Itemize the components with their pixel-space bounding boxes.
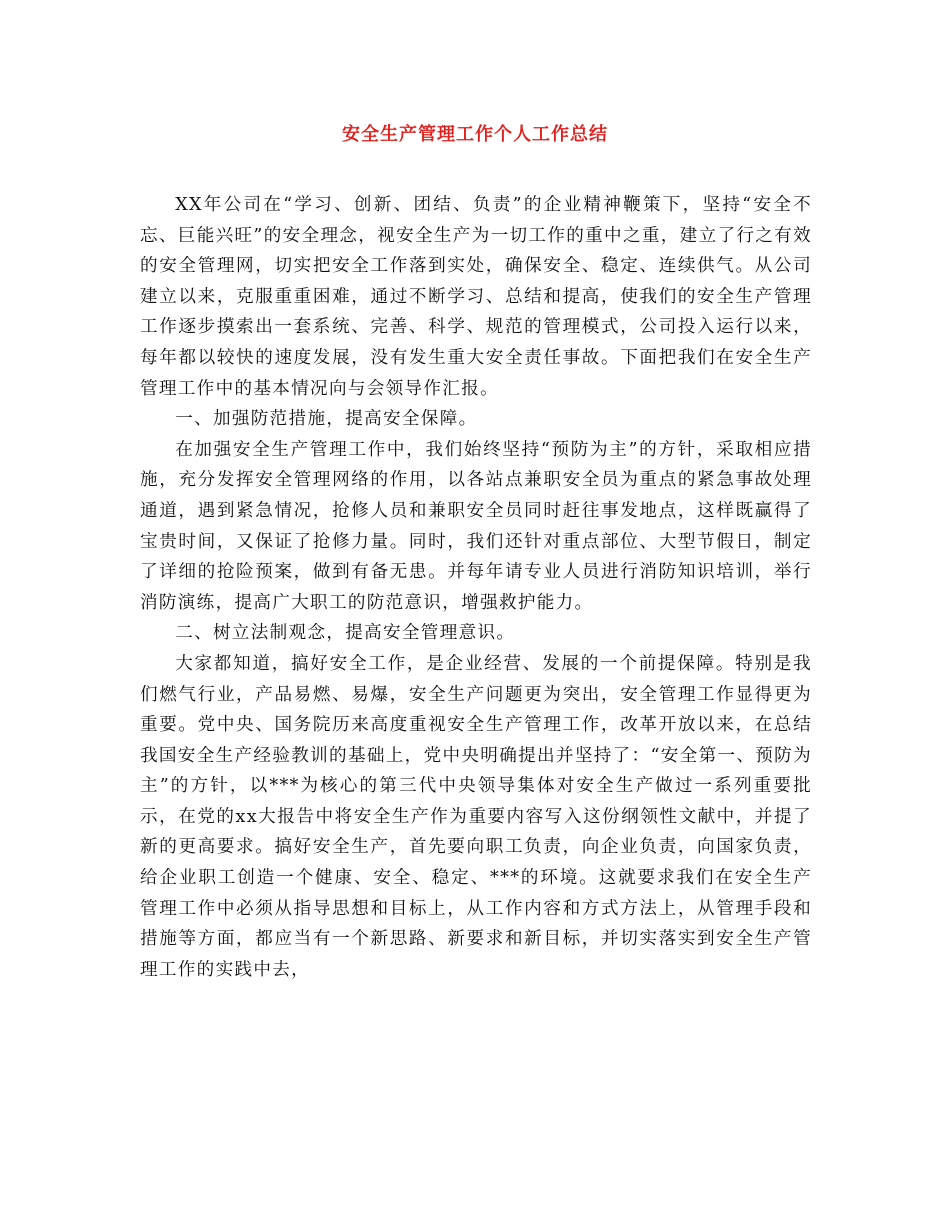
document-body — [140, 190, 812, 985]
paragraph-prevention: 在加强安全生产管理工作中，我们始终坚持“预防为主”的方针，采取相应措施，充分发挥安全管理网络的作用，以各站点兼职安全员为重点的紧急事故处理通道，遇到紧急情况，抢修人员和兼职安全员同时赶往事发地点，这样既赢得了宝贵时间，又保证了抢修力量。同时，我们还针对重点部位、大型节假日，制定了详细的抢险预案，做到有备无患。并每年请专业人员进行消防知识培训，举行消防演练，提高广大职工的防范意识，增强救护能力。 — [140, 439, 812, 613]
paragraph-intro: XX年公司在“学习、创新、团结、负责”的企业精神鞭策下，坚持“安全不忘、巨能兴旺”的安全理念，视安全生产为一切工作的重中之重，建立了行之有效的安全管理网，切实把安全工作落到实处，确保安全、稳定、连续供气。从公司建立以来，克服重重困难，通过不断学习、总结和提高，使我们的安全生产管理工作逐步摸索出一套系统、完善、科学、规范的管理模式，公司投入运行以来，每年都以较快的速度发展，没有发生重大安全责任事故。下面把我们在安全生产管理工作中的基本情况向与会领导作汇报。 — [140, 195, 812, 399]
section-heading-1: 一、加强防范措施，提高安全保障。 — [175, 409, 478, 430]
section-heading-2: 二、树立法制观念，提高安全管理意识。 — [175, 623, 516, 644]
paragraph-legal-awareness: 大家都知道，搞好安全工作，是企业经营、发展的一个前提保障。特别是我们燃气行业，产品易燃、易爆，安全生产问题更为突出，安全管理工作显得更为重要。党中央、国务院历来高度重视安全生产管理工作，改革开放以来，在总结我国安全生产经验教训的基础上，党中央明确提出并坚持了：“安全第一、预防为主”的方针，以***为核心的第三代中央领导集体对安全生产做过一系列重要批示，在党的xx大报告中将安全生产作为重要内容写入这份纲领性文献中，并提了新的更高要求。搞好安全生产，首先要向职工负责，向企业负责，向国家负责，给企业职工创造一个健康、安全、稳定、***的环境。这就要求我们在安全生产管理工作中必须从指导思想和目标上，从工作内容和方式方法上，从管理手段和措施等方面，都应当有一个新思路、新要求和新目标，并切实落实到安全生产管理工作的实践中去， — [140, 653, 812, 980]
page-title: 安全生产管理工作个人工作总结 — [342, 124, 608, 145]
